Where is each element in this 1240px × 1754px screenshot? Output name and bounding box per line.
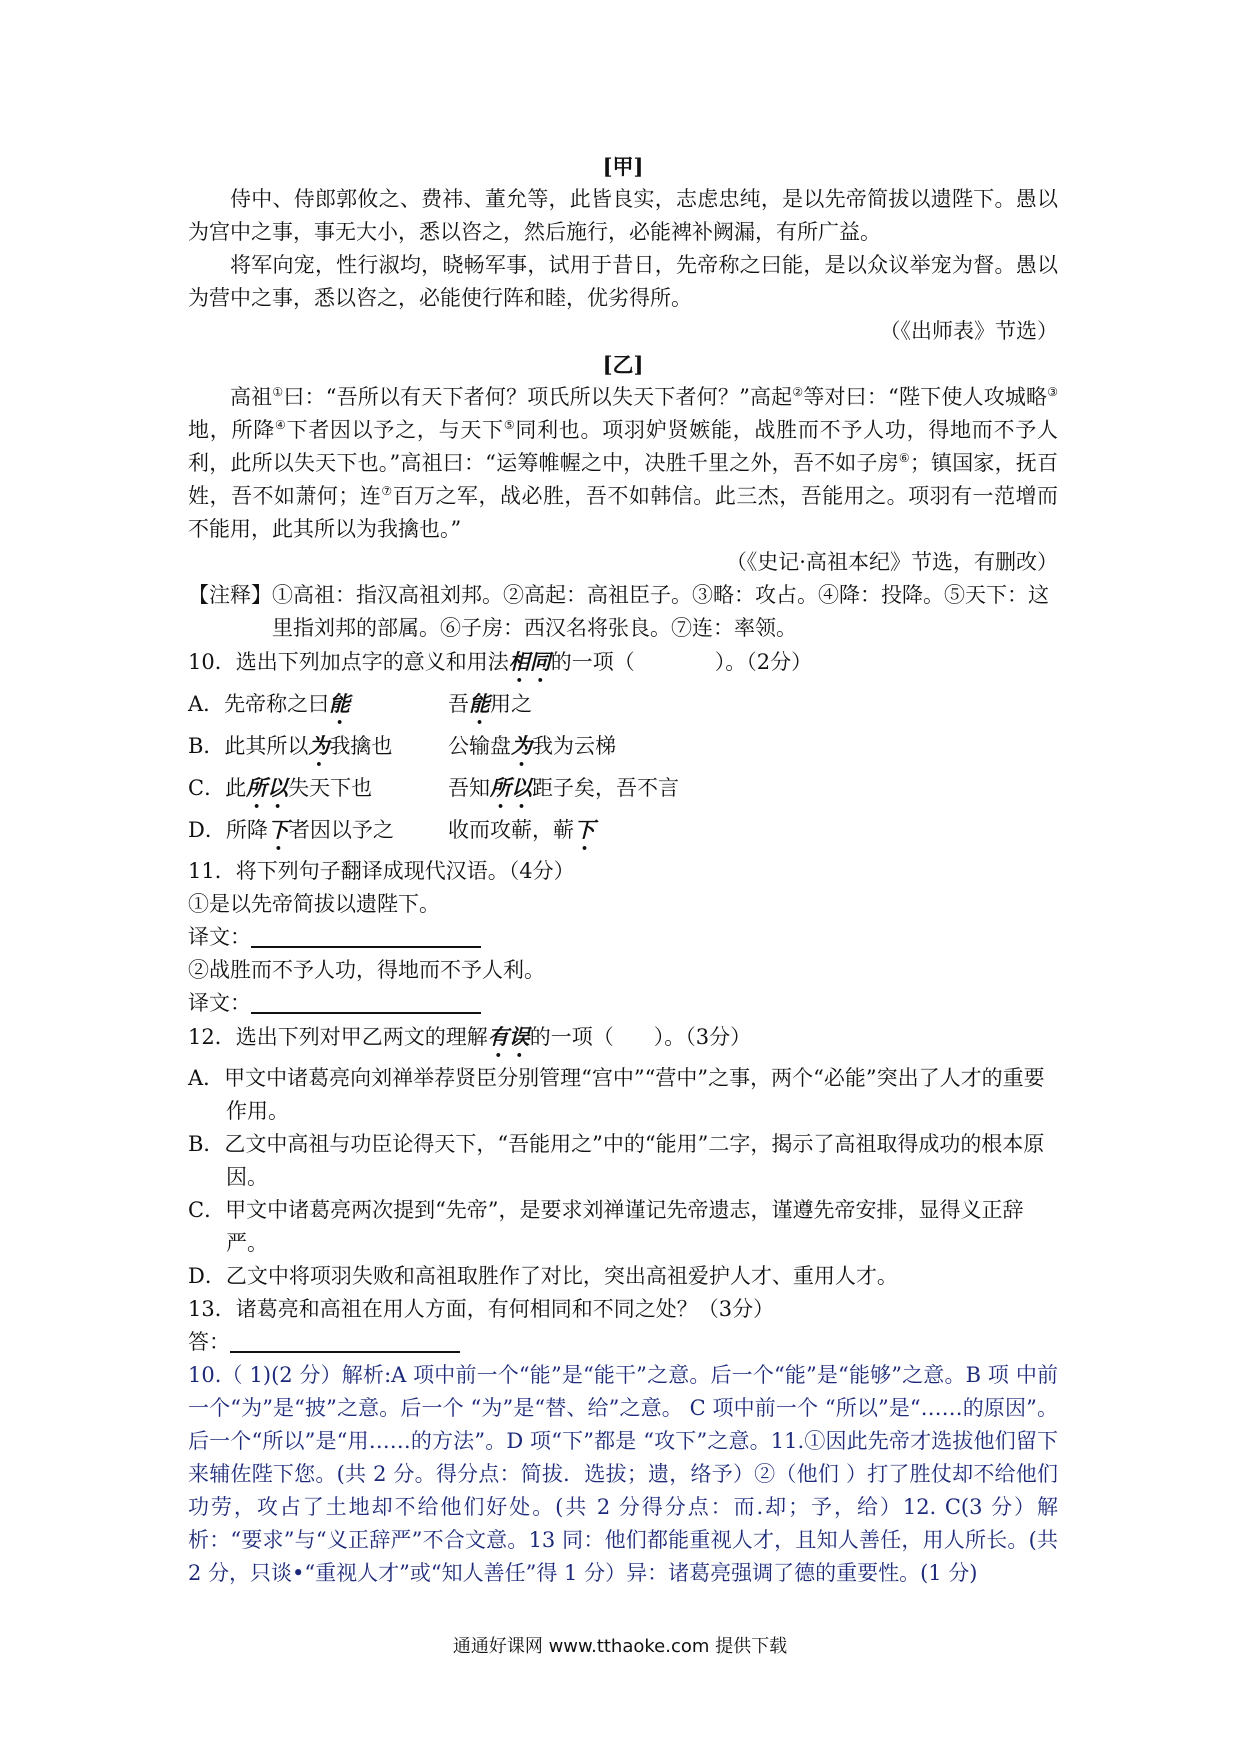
q12-stem-text: ）。（3分）: [653, 1025, 752, 1049]
option-text: 吾: [448, 692, 469, 716]
question-13-answer: [188, 1326, 1058, 1359]
question-11-stem: 11．将下列句子翻译成现代汉语。（4分）: [188, 859, 575, 883]
passage-yi-paragraph: [188, 381, 1058, 546]
q10-stem-text: 的一项（: [550, 650, 635, 674]
option-text: C．此: [188, 776, 247, 800]
question-11-answer-1: [188, 921, 1058, 954]
question-11-sentence-1: ①是以先帝简拔以遗陛下。: [188, 892, 440, 916]
passage-yi-title: [乙]: [602, 352, 644, 377]
answer-blank-line[interactable]: [251, 924, 481, 948]
option-key-char: 所以: [490, 775, 532, 800]
yi-text: 下者因以予之，与天下: [286, 418, 504, 442]
page-footer: 通通好课网 www.tthaoke.com 提供下载: [452, 1636, 788, 1657]
question-10-stem: [188, 645, 1058, 687]
q12-stem-text: 12．选出下列对甲乙两文的理解: [188, 1025, 488, 1049]
q10-stem-text: ）。（2分）: [714, 650, 813, 674]
option-key-char: 下: [574, 817, 595, 842]
yi-text: ；镇国家，抚百姓，吾不如萧何；连: [188, 451, 1059, 508]
question-11-answer-2: [188, 987, 1058, 1020]
question-12-option-c: C．甲文中诸葛亮两次提到“先帝”，是要求刘禅谨记先帝遗志，谨遵先帝安排，显得义正辞严。: [188, 1198, 1024, 1255]
document-body: [188, 150, 1058, 1590]
question-12-option-b: B．乙文中高祖与功臣论得天下，“吾能用之”中的“能用”二字，揭示了高祖取得成功的根本原因。: [188, 1132, 1045, 1189]
question-11-sentence-2: ②战胜而不予人功，得地而不予人利。: [188, 958, 545, 982]
answer-blank-line[interactable]: [230, 1329, 460, 1353]
option-text: 失天下也: [288, 776, 373, 800]
footnote-marker: ⑥: [898, 451, 910, 465]
q12-stem-key: 有误: [487, 1024, 530, 1049]
yi-text: 地，所降: [188, 418, 275, 442]
question-12-option-d: D．乙文中将项羽失败和高祖取胜作了对比，突出高祖爱护人才、重用人才。: [188, 1264, 898, 1288]
passage-yi-source: （《史记·高祖本纪》节选，有删改）: [725, 550, 1058, 574]
yi-text: 同利也。项羽妒贤嫉能，战胜而不予人功，得地而不予人利，此所以失天下也。”高祖曰：“运筹帷幄之中，决胜千里之外，吾不如子房: [188, 418, 1059, 475]
yi-text: 曰：“吾所以有天下者何？项氏所以失天下者何？”高起: [283, 385, 793, 409]
footnote-marker: ①: [272, 385, 284, 399]
option-text: 距子矣，吾不言: [532, 776, 679, 800]
option-key-char: 为: [308, 733, 330, 758]
question-10-option-c: [188, 771, 1058, 813]
option-text: 收而攻蕲，蕲: [448, 818, 574, 842]
option-key-char: 为: [511, 733, 532, 758]
q10-stem-key: 相同: [508, 649, 551, 674]
option-text: B．此其所以: [188, 734, 309, 758]
option-key-char: 能: [469, 691, 490, 716]
question-10-option-a: [188, 687, 1058, 729]
answer-label: 答：: [188, 1330, 230, 1354]
answer-key-explanation: 10.（ 1)(2 分）解析:A 项中前一个“能”是“能干”之意。后一个“能”是“能够”之意。B 项 中前一个“为”是“披”之意。后一个 “为”是“替、给”之意。 C 项中前一个 “所以”是“……的原因”。后一个“所以”是“用……的方法”。D 项“下”都是 “攻下”之意。11.①因此先帝才选拔他们留下来辅佐陛下您。(共 2 分。得分点：简拔．选拔；遗，络予）②（他们 ）打了胜仗却不给他们功劳，攻占了土地却不给他们好处。(共 2 分得分点：而.却；予，给）12. C(3 分）解析：“要求”与“义正辞严”不合文意。13 同：他们都能重视人才，且知人善任，用人所长。(共 2 分，只谈•“重视人才”或“知人善任”得 1 分）异：诸葛亮强调了德的重要性。(1 分): [188, 1363, 1058, 1585]
option-text: 我擒也: [329, 734, 393, 758]
question-13-stem: 13．诸葛亮和高祖在用人方面，有何相同和不同之处？（3分）: [188, 1297, 775, 1321]
question-10-option-d: [188, 813, 1058, 855]
option-text: 者因以予之: [288, 818, 394, 842]
option-text: 公输盘: [448, 734, 511, 758]
option-text: A．先帝称之曰: [188, 692, 330, 716]
question-12-option-a: A．甲文中诸葛亮向刘禅举荐贤臣分别管理“宫中”“营中”之事，两个“必能”突出了人才的重要作用。: [188, 1066, 1045, 1123]
option-key-char: 所以: [246, 775, 289, 800]
q10-stem-text: 10．选出下列加点字的意义和用法: [188, 650, 509, 674]
answer-label: 译文：: [188, 991, 251, 1015]
yi-text: 高祖: [230, 385, 273, 409]
option-text: 吾知: [448, 776, 490, 800]
annotation-notes: 【注释】①高祖：指汉高祖刘邦。②高起：高祖臣子。③略：攻占。④降：投降。⑤天下：这里指刘邦的部属。⑥子房：西汉名将张良。⑦连：率领。: [188, 583, 1049, 640]
footnote-marker: ⑤: [503, 418, 516, 432]
option-key-char: 下: [267, 817, 289, 842]
option-text: 用之: [490, 692, 532, 716]
answer-blank-line[interactable]: [251, 990, 481, 1014]
footnote-marker: ③: [1047, 385, 1058, 399]
option-text: 我为云梯: [532, 734, 616, 758]
option-key-char: 能: [329, 691, 351, 716]
footnote-marker: ②: [792, 385, 804, 399]
passage-jia-paragraph-1: 侍中、侍郎郭攸之、费祎、董允等，此皆良实，志虑忠纯，是以先帝简拔以遗陛下。愚以为宫中之事，事无大小，悉以咨之，然后施行，必能裨补阙漏，有所广益。: [188, 187, 1058, 244]
answer-label: 译文：: [188, 925, 251, 949]
footnote-marker: ⑦: [381, 484, 393, 498]
yi-text: 百万之军，战必胜，吾不如韩信。此三杰，吾能用之。项羽有一范增而不能用，此其所以为我擒也。”: [188, 484, 1059, 541]
option-text: D．所降: [188, 818, 268, 842]
question-10-option-b: [188, 729, 1058, 771]
footnote-marker: ④: [274, 418, 287, 432]
passage-jia-title: [甲]: [602, 154, 644, 179]
q12-stem-text: 的一项（: [529, 1025, 614, 1049]
passage-jia-paragraph-2: 将军向宠，性行淑均，晓畅军事，试用于昔日，先帝称之曰能，是以众议举宠为督。愚以为营中之事，悉以咨之，必能使行阵和睦，优劣得所。: [188, 253, 1058, 310]
passage-jia-source: （《出师表》节选）: [879, 319, 1058, 343]
yi-text: 等对曰：“陛下使人攻城略: [803, 385, 1048, 409]
question-12-stem: [188, 1020, 1058, 1062]
